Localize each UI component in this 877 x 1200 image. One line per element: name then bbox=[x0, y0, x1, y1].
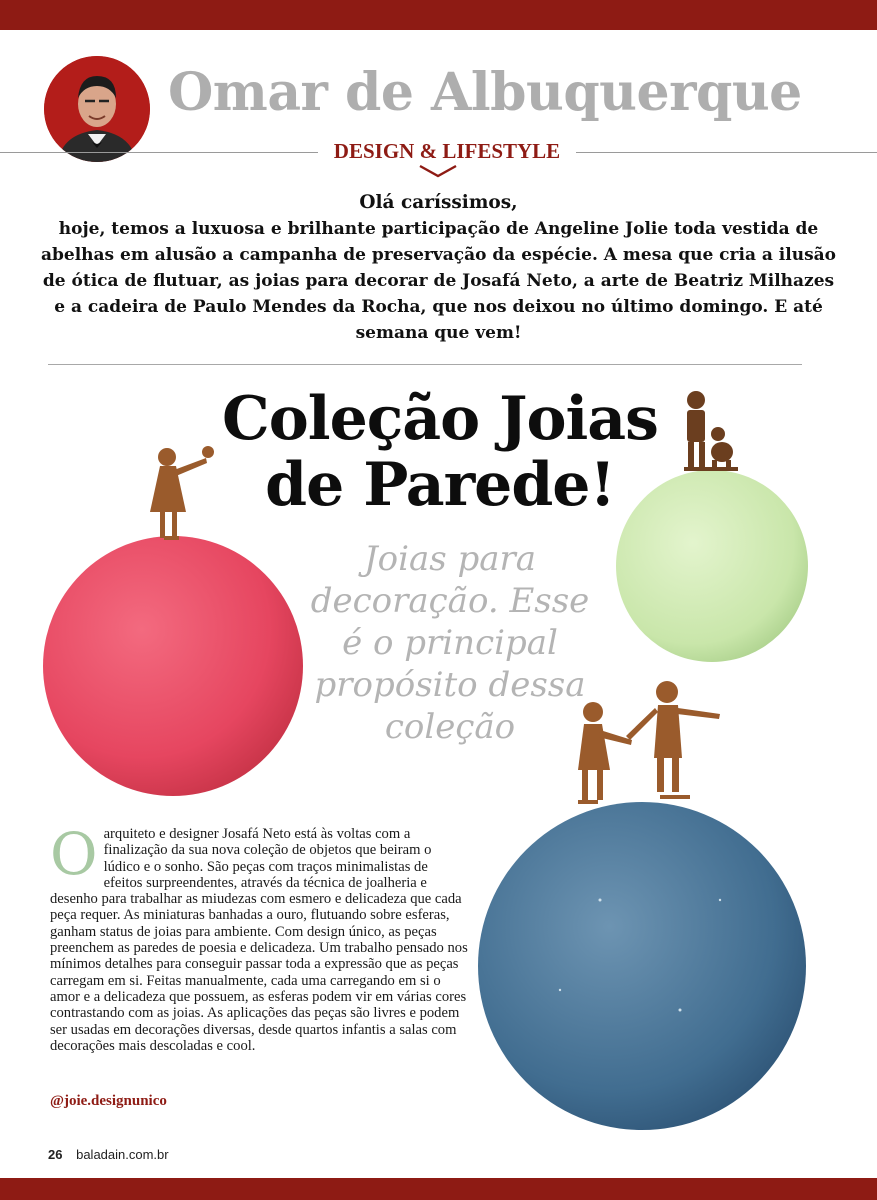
feature-headline bbox=[150, 386, 730, 518]
article-text: arquiteto e designer Josafá Neto está às voltas com a finalização da sua nova coleção de objetos que beiram o lúdico e o sonho. São peças com traços minimalistas de efeitos surpreendentes, através da técnica de joalheria e desenho para trabalhar as miudezas com esmero e delicadeza que cada peça requer. As miniaturas banhadas a ouro, flutuando sobre esferas, ganham status de joias para ambiente. Com design único, as peças preenchem as paredes de poesia e delicadeza. Um trabalho pensado nos mínimos detalhes para conseguir passar toda a expressão que as peças carregam em si. Feitas manualmente, cada uma carregando em si o amor e a delicadeza que possuem, as esferas podem vir em várias cores contrastando com as joias. As aplicações das peças são livres e podem ser usadas em decorações diversas, desde quartos infantis a salas com decorações mais descoladas e cool. bbox=[50, 826, 468, 1054]
bottom-color-band bbox=[0, 1178, 877, 1200]
intro-greeting: Olá caríssimos, bbox=[359, 192, 518, 213]
headline-line-2: de Parede! bbox=[265, 450, 615, 520]
author-name: Omar de Albuquerque bbox=[168, 62, 802, 123]
pink-sphere bbox=[43, 536, 303, 796]
intro-body: hoje, temos a luxuosa e brilhante participação de Angeline Jolie toda vestida de abelhas em alusão a campanha de preservação da espécie. A mesa que cria a ilusão de ótica de flutuar, as joias para decorar de Josafá Neto, a arte de Beatriz Milhazes e a cadeira de Paulo Mendes da Rocha, que nos deixou no último domingo. E até semana que vem! bbox=[40, 219, 837, 343]
page-number: 26 bbox=[48, 1147, 63, 1162]
feature-subhead: Joias para decoração. Esse é o principal propósito dessa coleção bbox=[310, 539, 590, 747]
site-url[interactable]: baladain.com.br bbox=[76, 1147, 169, 1162]
page-footer bbox=[48, 1147, 169, 1162]
headline-line-1: Coleção Joias bbox=[222, 384, 658, 454]
section-label: DESIGN & LIFESTYLE bbox=[333, 139, 561, 163]
article-body bbox=[50, 820, 468, 1054]
blue-sphere bbox=[478, 802, 806, 1130]
drop-cap: O bbox=[50, 820, 98, 888]
instagram-handle[interactable]: @joie.designunico bbox=[50, 1093, 167, 1109]
